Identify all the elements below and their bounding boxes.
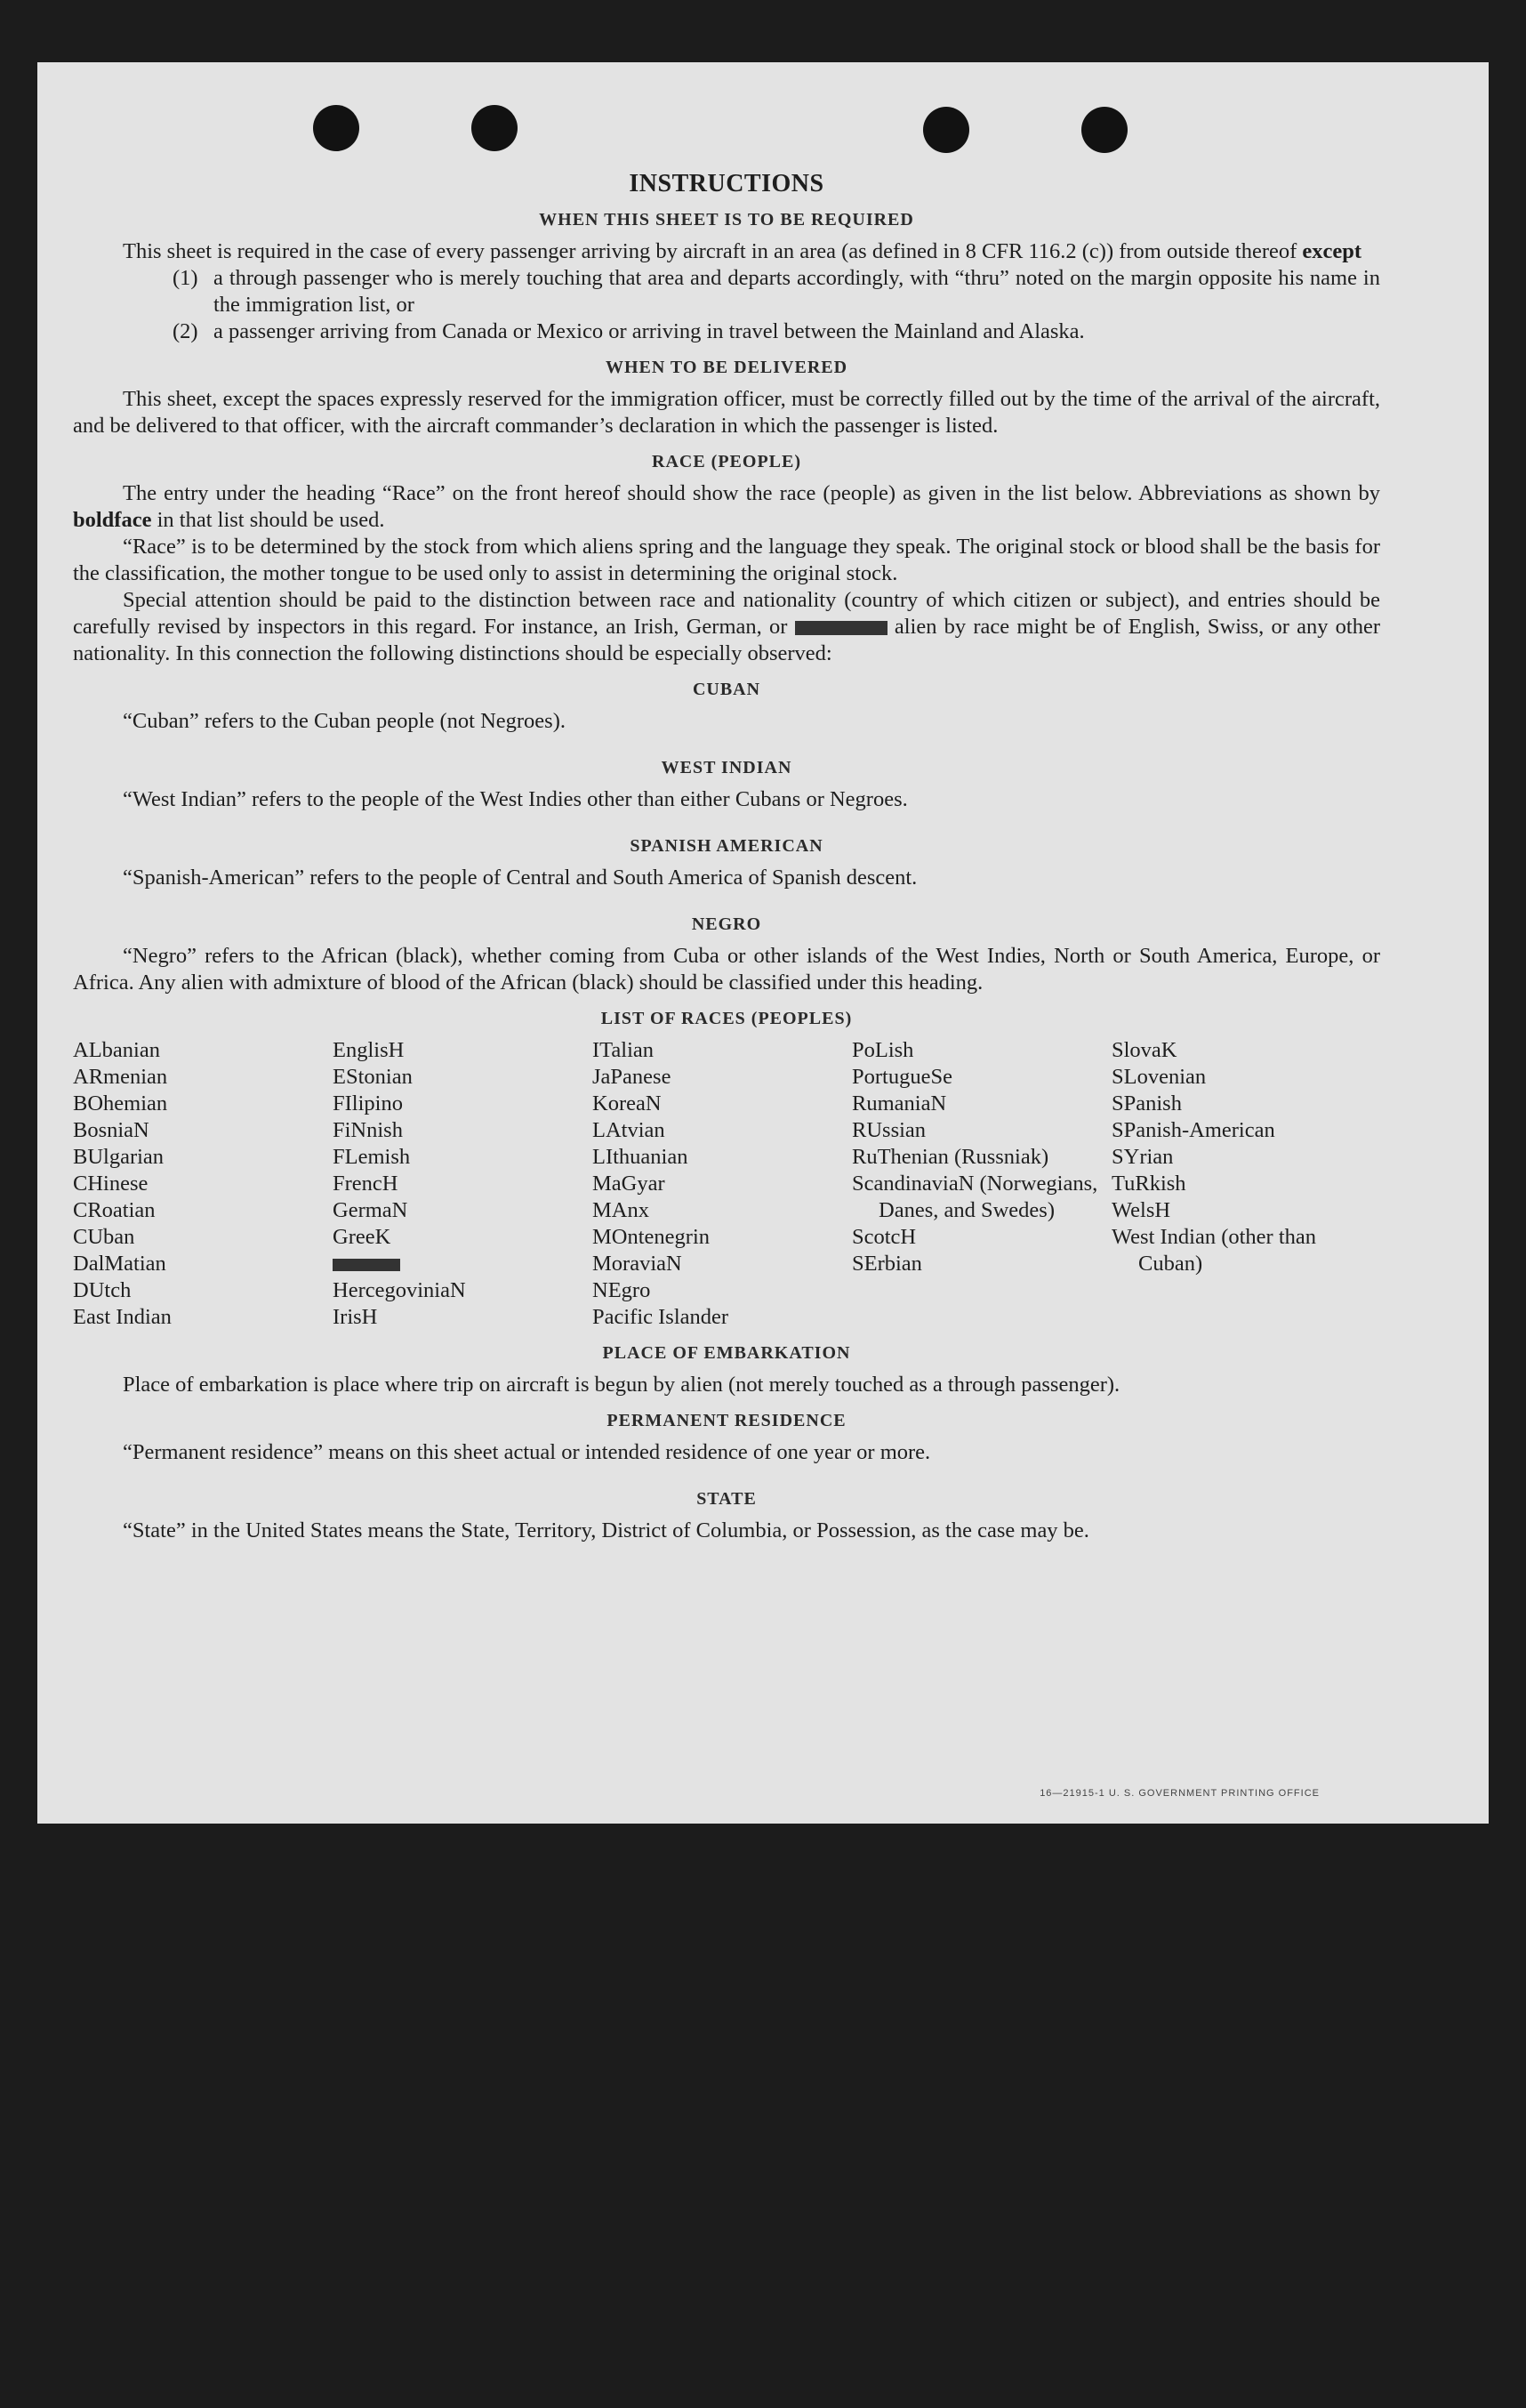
- race-item: ScotcH: [852, 1225, 917, 1249]
- punch-hole: [471, 105, 518, 151]
- race-item: FIlipino: [333, 1091, 403, 1115]
- race-item: MoraviaN: [592, 1252, 682, 1276]
- heading-when-required: WHEN THIS SHEET IS TO BE REQUIRED: [539, 210, 914, 230]
- printing-office-code: 16—21915-1 U. S. GOVERNMENT PRINTING OFFICE: [1040, 1788, 1320, 1799]
- race-item: IrisH: [333, 1305, 378, 1329]
- punch-hole: [313, 105, 359, 151]
- race-item: PoLish: [852, 1038, 914, 1062]
- race-item: CUban: [73, 1225, 135, 1249]
- list-item: [173, 265, 1380, 318]
- race-item: KoreaN: [592, 1091, 662, 1115]
- race-item: PortugueSe: [852, 1065, 952, 1089]
- item-number: (2): [173, 319, 198, 343]
- heading-spanish-american: SPANISH AMERICAN: [630, 836, 823, 856]
- race-item: RUssian: [852, 1118, 927, 1142]
- race-item: East Indian: [73, 1305, 172, 1329]
- paragraph-place-of-embarkation: Place of embarkation is place where trip on aircraft is begun by alien (not merely touched as a through passenger).: [123, 1373, 1120, 1397]
- text-race-1a: The entry under the heading “Race” on the front hereof should show the race (people) as given in the list below. Abbreviations as shown by: [123, 481, 1380, 505]
- race-item: ALbanian: [73, 1038, 160, 1062]
- race-item: SLovenian: [1112, 1065, 1207, 1089]
- item-text: a through passenger who is merely touching that area and departs accordingly, with “thru” noted on the margin opposite his name in the immigration list, or: [213, 266, 1380, 317]
- heading-place-of-embarkation: PLACE OF EMBARKATION: [602, 1343, 851, 1363]
- race-item: ARmenian: [73, 1065, 168, 1089]
- race-item: BUlgarian: [73, 1145, 165, 1169]
- heading-state: STATE: [696, 1489, 757, 1509]
- paragraph-state: “State” in the United States means the State, Territory, District of Columbia, or Possession, as the case may be.: [123, 1518, 1089, 1542]
- race-item: FrencH: [333, 1172, 398, 1196]
- item-number: (1): [173, 266, 198, 290]
- redacted-word: [795, 621, 887, 635]
- heading-west-indian: WEST INDIAN: [661, 758, 792, 777]
- paragraph-race-1: [73, 480, 1380, 534]
- race-item: LAtvian: [592, 1118, 665, 1142]
- heading-when-delivered: WHEN TO BE DELIVERED: [605, 358, 848, 377]
- race-list: [73, 1037, 1380, 1331]
- paragraph-west-indian: “West Indian” refers to the people of the West Indies other than either Cubans or Negroes.: [123, 787, 908, 811]
- race-item: ITalian: [592, 1038, 655, 1062]
- paragraph-spanish-american: “Spanish-American” refers to the people of Central and South America of Spanish descent.: [123, 866, 918, 890]
- heading-race: RACE (PEOPLE): [652, 452, 801, 471]
- race-item: JaPanese: [592, 1065, 671, 1089]
- paragraph-negro: “Negro” refers to the African (black), whether coming from Cuba or other islands of the West Indies, North or South America, Europe, or Africa. Any alien with admixture of blood of the African (black) should be classified under this heading.: [73, 944, 1380, 995]
- race-item: CHinese: [73, 1172, 149, 1196]
- paragraph-permanent-residence: “Permanent residence” means on this sheet actual or intended residence of one year or more.: [123, 1440, 931, 1464]
- document-content: [73, 171, 1380, 1544]
- race-item: LIthuanian: [592, 1145, 688, 1169]
- heading-permanent-residence: PERMANENT RESIDENCE: [606, 1411, 847, 1430]
- document-title: INSTRUCTIONS: [629, 170, 824, 197]
- text-boldface: boldface: [73, 508, 152, 532]
- race-item-redacted: [333, 1251, 592, 1277]
- race-item: RuThenian (Russniak): [852, 1145, 1049, 1169]
- race-item: BOhemian: [73, 1091, 168, 1115]
- text-when-required: This sheet is required in the case of every passenger arriving by aircraft in an area (as defined in 8 CFR 116.2 (c)) from outside thereof: [123, 239, 1297, 263]
- paragraph-when-required: [73, 238, 1380, 265]
- race-item: RumaniaN: [852, 1091, 947, 1115]
- race-item: West Indian (other than Cuban): [1112, 1225, 1317, 1276]
- document-sheet: [37, 62, 1489, 1824]
- heading-cuban: CUBAN: [692, 680, 761, 699]
- race-column: [852, 1037, 1112, 1331]
- punch-hole: [923, 107, 969, 153]
- paragraph-when-delivered: This sheet, except the spaces expressly reserved for the immigration officer, must be correctly filled out by the time of the arrival of the aircraft, and be delivered to that officer, with the aircraft commander’s declaration in which the passenger is listed.: [73, 387, 1380, 438]
- race-item: ScandinaviaN (Norwegians, Danes, and Swedes): [852, 1172, 1098, 1222]
- text-race-3a: Special attention should be paid to the distinction between race and nationality (country of which citizen or subject), and entries should be carefully revised by inspectors in this regard. For instance, an Irish, German, or: [73, 588, 1380, 639]
- race-item: MaGyar: [592, 1172, 665, 1196]
- redacted-word: [333, 1259, 400, 1271]
- race-item: SlovaK: [1112, 1038, 1177, 1062]
- race-item: TuRkish: [1112, 1172, 1186, 1196]
- race-item: FLemish: [333, 1145, 411, 1169]
- race-item: Pacific Islander: [592, 1305, 729, 1329]
- race-column: [73, 1037, 333, 1331]
- heading-negro: NEGRO: [691, 914, 762, 934]
- race-item: DalMatian: [73, 1252, 166, 1276]
- race-item: SYrian: [1112, 1145, 1174, 1169]
- race-column: [333, 1037, 592, 1331]
- list-item: [173, 318, 1380, 345]
- race-item: NEgro: [592, 1278, 651, 1302]
- race-item: SPanish-American: [1112, 1118, 1275, 1142]
- race-item: SErbian: [852, 1252, 922, 1276]
- race-item: MOntenegrin: [592, 1225, 710, 1249]
- heading-list-of-races: LIST OF RACES (PEOPLES): [600, 1009, 853, 1028]
- text-race-1b: in that list should be used.: [157, 508, 385, 532]
- paragraph-cuban: “Cuban” refers to the Cuban people (not Negroes).: [123, 709, 566, 733]
- race-item: WelsH: [1112, 1198, 1171, 1222]
- item-text: a passenger arriving from Canada or Mexico or arriving in travel between the Mainland and Alaska.: [213, 319, 1085, 343]
- race-item: GreeK: [333, 1225, 391, 1249]
- race-item: SPanish: [1112, 1091, 1182, 1115]
- race-item: BosniaN: [73, 1118, 149, 1142]
- race-column: [592, 1037, 852, 1331]
- race-column: [1112, 1037, 1369, 1331]
- paragraph-race-2: “Race” is to be determined by the stock from which aliens spring and the language they speak. The original stock or blood shall be the basis for the classification, the mother tongue to be used only to assist in determining the original stock.: [73, 535, 1380, 585]
- race-item: EStonian: [333, 1065, 413, 1089]
- race-item: FiNnish: [333, 1118, 403, 1142]
- race-item: DUtch: [73, 1278, 132, 1302]
- race-item: CRoatian: [73, 1198, 156, 1222]
- race-item: EnglisH: [333, 1038, 405, 1062]
- punch-hole: [1081, 107, 1128, 153]
- text-except: except: [1302, 239, 1362, 263]
- race-item: MAnx: [592, 1198, 649, 1222]
- text-race-3b: alien by race might be of English, Swiss, or any other nationality. In this connection the following distinctions should be especially observed:: [73, 615, 1380, 665]
- race-item: HercegoviniaN: [333, 1278, 466, 1302]
- paragraph-race-3: [73, 587, 1380, 667]
- race-item: GermaN: [333, 1198, 408, 1222]
